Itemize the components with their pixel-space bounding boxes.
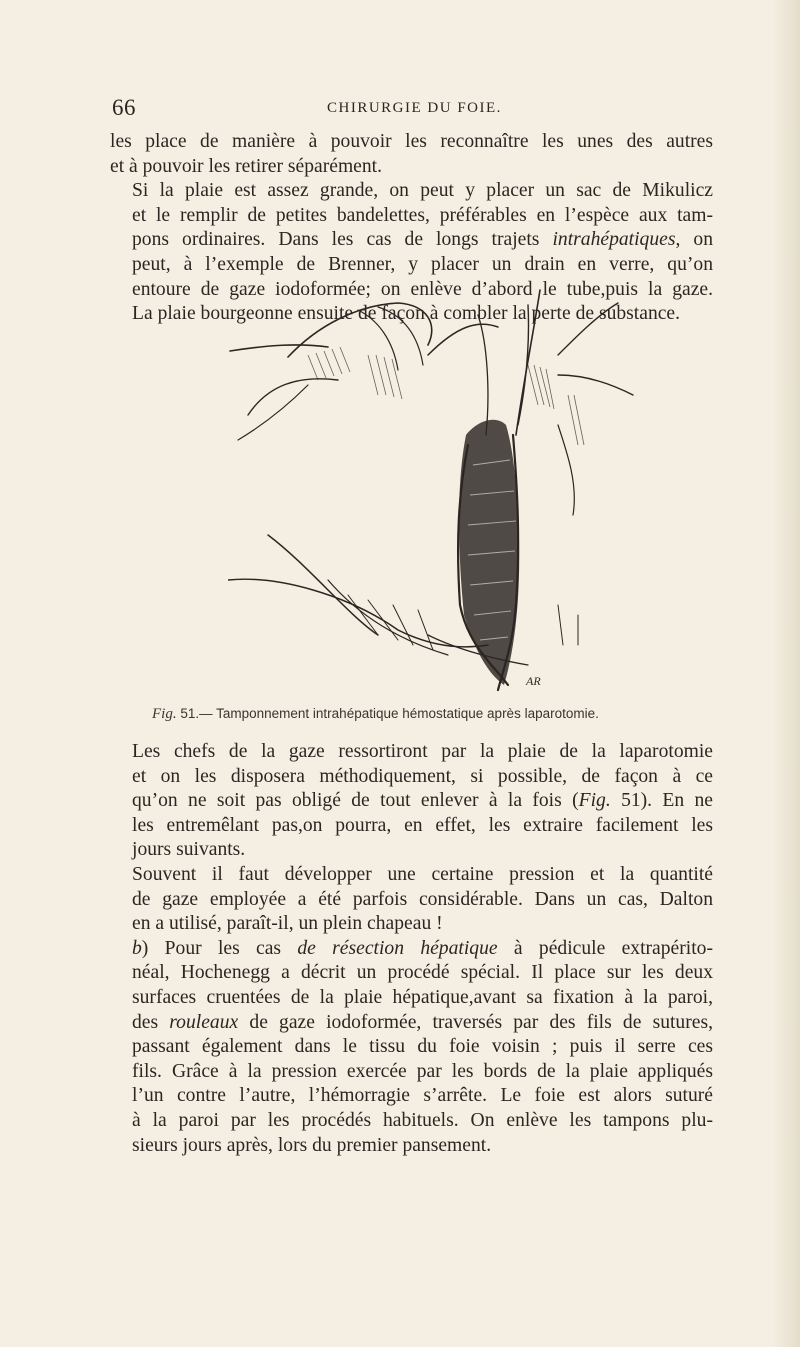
figure-reference: Fig. bbox=[578, 790, 611, 812]
text-line bbox=[110, 1011, 713, 1036]
text-segment: 51). En ne bbox=[610, 790, 713, 812]
text-line: fils. Grâce à la pression exercée par les bords de la plaie appliqués bbox=[132, 1060, 713, 1082]
text-segment: pons ordinaires. Dans les cas de longs trajets bbox=[132, 229, 553, 251]
text-line bbox=[110, 228, 713, 253]
text-line: à la paroi par les procédés habituels. On enlève les tampons plu- bbox=[132, 1109, 713, 1131]
text-segment: de gaze iodoformée, traversés par des fils de sutures, bbox=[249, 1011, 713, 1033]
text-line: Souvent il faut développer une certaine pression et la quantité bbox=[132, 863, 713, 885]
paragraph-gauze-ends bbox=[110, 740, 713, 863]
text-line: sieurs jours après, lors du premier pansement. bbox=[132, 1134, 492, 1156]
italic-term: de résection hépatique bbox=[297, 937, 498, 959]
text-block-bottom bbox=[110, 740, 713, 1158]
text-segment: des bbox=[132, 1011, 170, 1033]
text-line: et on les disposera méthodiquement, si possible, de façon à ce bbox=[132, 765, 713, 787]
text-line: surfaces cruentées de la plaie hépatique,avant sa fixation à la paroi, bbox=[132, 986, 713, 1008]
surgical-engraving bbox=[228, 285, 640, 705]
text-line: en a utilisé, paraît-il, un plein chapeau ! bbox=[132, 913, 443, 935]
text-line bbox=[110, 937, 713, 962]
text-line: l’un contre l’autre, l’hémorragie s’arrête. Le foie est alors suturé bbox=[132, 1085, 713, 1107]
list-label: b bbox=[132, 937, 142, 959]
text-line: de gaze employée a été parfois considérable. Dans un cas, Dalton bbox=[132, 888, 713, 910]
paragraph-pressure bbox=[110, 863, 713, 937]
paragraph-continued bbox=[110, 130, 713, 179]
artist-signature: AR bbox=[526, 674, 541, 688]
italic-term: rouleaux bbox=[169, 1011, 239, 1033]
text-line: les place de manière à pouvoir les reconnaître les unes des autres bbox=[110, 131, 713, 152]
page-number: 66 bbox=[112, 95, 136, 120]
italic-term: intrahépatiques bbox=[552, 229, 676, 251]
text-line: La plaie bourgeonne ensuite de façon à combler la perte de substance. bbox=[132, 303, 681, 325]
text-line: passant également dans le tissu du foie voisin ; puis il serre ces bbox=[132, 1036, 713, 1058]
text-line: Les chefs de la gaze ressortiront par la plaie de la laparotomie bbox=[132, 741, 713, 762]
page-header bbox=[112, 95, 712, 125]
caption-label: Fig. bbox=[152, 706, 177, 722]
text-line: entoure de gaze iodoformée; on enlève d’abord le tube,puis la gaze. bbox=[132, 278, 713, 300]
paragraph-resection bbox=[110, 937, 713, 1158]
text-line: peut, à l’exemple de Brenner, y placer un drain en verre, qu’on bbox=[132, 253, 713, 275]
text-line: Si la plaie est assez grande, on peut y placer un sac de Mikulicz bbox=[132, 180, 713, 202]
text-line: les entremêlant pas,on pourra, en effet, les extraire facilement les bbox=[132, 814, 713, 836]
figure-illustration bbox=[228, 285, 640, 705]
text-segment: qu’on ne soit pas obligé de tout enlever à la fois ( bbox=[132, 790, 579, 812]
text-line: et à pouvoir les retirer séparément. bbox=[110, 155, 383, 177]
text-segment: ) Pour les cas bbox=[141, 937, 298, 959]
caption-text: 51.— Tamponnement intrahépatique hémostatique après laparotomie. bbox=[176, 706, 599, 721]
text-segment: à pédicule extrapérito- bbox=[497, 937, 713, 959]
page-edge-shadow bbox=[772, 0, 800, 1347]
text-line: et le remplir de petites bandelettes, préférables en l’espèce aux tam- bbox=[132, 204, 713, 226]
text-line bbox=[110, 789, 713, 814]
text-segment: , on bbox=[675, 229, 714, 251]
text-line: jours suivants. bbox=[132, 839, 246, 861]
text-line: néal, Hochenegg a décrit un procédé spécial. Il place sur les deux bbox=[132, 962, 713, 984]
figure-caption bbox=[152, 706, 712, 723]
running-title: CHIRURGIE DU FOIE. bbox=[327, 100, 502, 116]
